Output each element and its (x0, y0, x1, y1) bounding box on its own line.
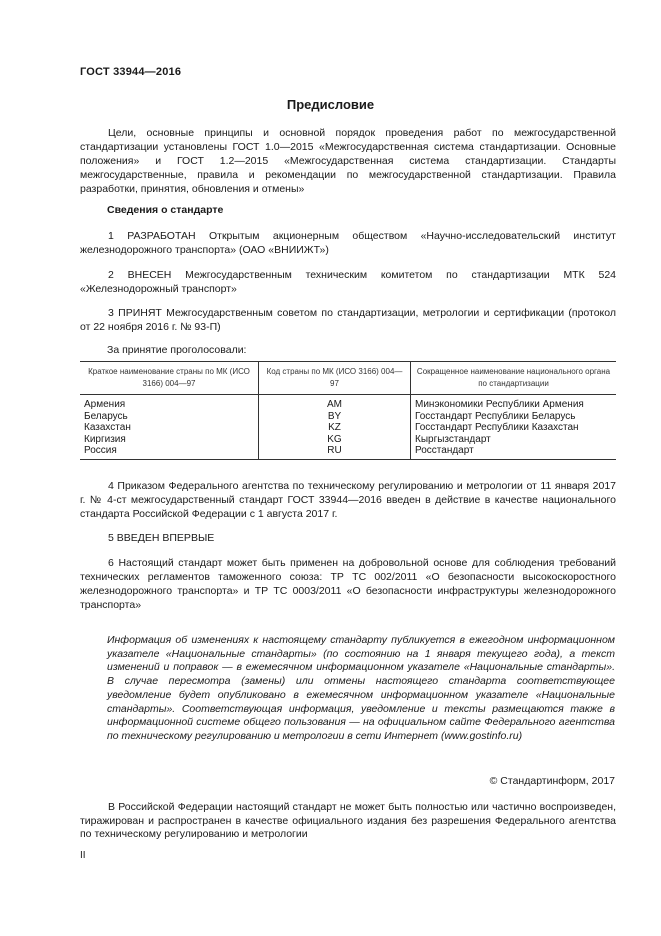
body-cell: Минэкономики Республики Армения (411, 395, 617, 411)
page-title: Предисловие (286, 97, 375, 112)
intro-paragraph (80, 126, 616, 196)
code-cell: RU (259, 445, 411, 459)
country-cell: Казахстан (84, 422, 131, 433)
copyright: © Стандартинформ, 2017 (489, 775, 615, 787)
column-header-code: Код страны по МК (ИСО 3166) 004—97 (259, 362, 411, 395)
body-cell: Госстандарт Республики Беларусь (411, 411, 617, 423)
table-row (80, 434, 616, 446)
reproduction-notice-text: В Российской Федерации настоящий стандарт не может быть полностью или частично воспроизведен, тиражирован и распространен в качестве официального издания без разрешения Федерального агентства по техническому регулированию и метрологии (80, 801, 616, 841)
votes-table (80, 361, 616, 460)
table-row (80, 395, 616, 411)
item-introduced (80, 268, 616, 296)
code-cell: KG (259, 434, 411, 446)
code-cell: BY (259, 411, 411, 423)
standard-id: ГОСТ 33944—2016 (80, 66, 182, 78)
item-voluntary-text: 6 Настоящий стандарт может быть применен на добровольной основе для соблюдения требований технических регламентов таможенного союза: ТР ТС 002/2011 «О безопасности высокоскоростного железнодорожного транспорта» и ТР ТС 0003/2011 «О безопасности инфраструктуры железнодорожного транспорта» (80, 557, 616, 611)
table-row (80, 422, 616, 434)
item-developed (80, 229, 616, 257)
table-row (80, 411, 616, 423)
table-row (80, 445, 616, 459)
item-order (80, 479, 616, 521)
page-number: II (80, 850, 86, 861)
body-cell: Госстандарт Республики Казахстан (411, 422, 617, 434)
table-header-row (80, 362, 616, 395)
item-adopted-text: 3 ПРИНЯТ Межгосударственным советом по стандартизации, метрологии и сертификации (протокол от 22 ноября 2016 г. № 93-П) (80, 307, 616, 333)
item-first-time-text: 5 ВВЕДЕН ВПЕРВЫЕ (108, 532, 215, 544)
code-cell: KZ (259, 422, 411, 434)
item-introduced-text: 2 ВНЕСЕН Межгосударственным техническим комитетом по стандартизации МТК 524 «Железнодорожный транспорт» (80, 269, 616, 295)
body-cell: Кыргызстандарт (411, 434, 617, 446)
column-header-body: Сокращенное наименование национального органа по стандартизации (411, 362, 617, 395)
intro-text: Цели, основные принципы и основной порядок проведения работ по межгосударственной стандартизации установлены ГОСТ 1.0—2015 «Межгосударственная система стандартизации. Основные положения» и ГОСТ 1.2—2015 «Межгосударственная система стандартизации. Стандарты межгосударственные, правила и рекомендации по межгосударственной стандартизации. Правила разработки, принятия, обновления и отмены» (80, 127, 616, 195)
voted-label: За принятие проголосовали: (107, 344, 247, 356)
body-cell: Росстандарт (411, 445, 617, 459)
reproduction-notice (80, 801, 616, 842)
info-notice: Информация об изменениях к настоящему стандарту публикуется в ежегодном информационном указателе «Национальные стандарты» (по состоянию на 1 января текущего года), а текст изменений и поправок — в ежемесячном информационном указателе «Национальные стандарты». В случае пересмотра (замены) или отмены настоящего стандарта соответствующее уведомление будет опубликовано в ежемесячном информационном указателе «Национальные стандарты». Соответствующая информация, уведомление и тексты размещаются также в информационной системе общего пользования — на официальном сайте Федерального агентства по техническому регулированию и метрологии в сети Интернет (www.gostinfo.ru) (107, 634, 615, 742)
country-cell: Беларусь (84, 410, 128, 422)
info-heading: Сведения о стандарте (107, 204, 224, 216)
column-header-country: Краткое наименование страны по МК (ИСО 3166) 004—97 (80, 362, 259, 395)
item-voluntary (80, 556, 616, 612)
item-order-text: 4 Приказом Федерального агентства по техническому регулированию и метрологии от 11 января 2017 г. № 4-ст межгосударственный стандарт ГОСТ 33944—2016 введен в действие в качестве национального стандарта Российской Федерации с 1 августа 2017 г. (80, 480, 616, 520)
item-first-time (80, 531, 616, 545)
country-cell: Киргизия (84, 433, 126, 445)
item-adopted (80, 306, 616, 334)
code-cell: AM (259, 395, 411, 411)
country-cell: Россия (80, 445, 259, 459)
country-cell: Армения (84, 399, 126, 410)
item-developed-text: 1 РАЗРАБОТАН Открытым акционерным обществом «Научно-исследовательский институт железнодорожного транспорта» (ОАО «ВНИИЖТ») (80, 230, 616, 256)
